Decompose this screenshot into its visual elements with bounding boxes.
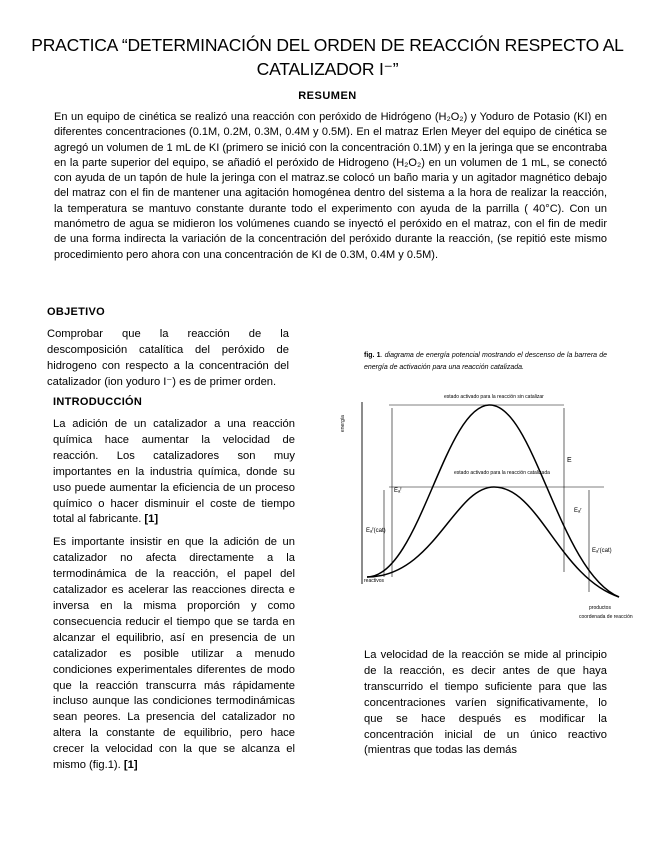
energy-diagram [334, 392, 633, 624]
intro-p1-text: La adición de un catalizador a una reacción química hace aumentar la velocidad de reacción. Los catalizadores son muy importantes en la industria química, donde su uso puede aumentar la eficiencia de un proceso químico o hacer disminuir el coste de tiempo total al fabricante. [53, 418, 295, 526]
uncatalyzed-curve [367, 405, 619, 597]
figure-label: fig. 1 [364, 352, 381, 359]
figure-caption [364, 350, 607, 374]
objetivo-paragraph: Comprobar que la reacción de la descomposición catalítica del peróxido de hidrogeno con respecto a la concentración del catalizador (ion yoduro I⁻) es de primer orden. [47, 328, 289, 388]
uncat-label-a: estado activado para la reacción sin catalizar [444, 394, 544, 400]
title-line-2: CATALIZADOR I⁻” [256, 59, 399, 79]
figure-caption-text: . diagrama de energía potencial mostrando el descenso de la barrera de energía de activación para una reacción catalizada. [364, 352, 607, 371]
citation-2: [1] [123, 759, 138, 772]
y-axis-label: energía [340, 415, 346, 432]
ea-label: Eₐᶠ [394, 488, 402, 494]
objetivo-text [47, 327, 289, 398]
er-cat-label: Eₐʳ(cat) [592, 548, 612, 554]
productos-label: productos [589, 605, 611, 611]
page-title [30, 33, 625, 81]
resumen-text: En un equipo de cinética se realizó una reacción con peróxido de Hidrógeno (H₂O₂) y Yoduro de Potasio (KI) en diferentes concentraciones (0.1M, 0.2M, 0.3M, 0.4M y 0.5M). En el matraz Erlen Meyer del equipo de cinética se agregó un volumen de 1 mL de KI (primero se inició con la concentración 0.1M) y en la jeringa que se encontraba en la parte superior del equipo, se añadió el peróxido de Hidrogeno (H₂O₂) en un volumen de 1 mL, se conectó con ayuda de un tapón de hule la jeringa con el matraz.se colocó un baño maria y un agitador magnético debajo del matraz con el fin de mantener una agitación homogénea dentro del sistema a la hora de realizar la reacción, la temperatura se mantuvo constante durante todo el experimento con ayuda de la parrilla ( 40°C). Con un manómetro de agua se midieron los volúmenes cuando se inyectó el peróxido en el matraz, con el fin de medir de una forma indirecta la variación de la concentración del peróxido durante la reacción, (se repitió este mismo procedimiento pero ahora con una concentración de KI de 0.3M, 0.4M y 0.5M). [54, 111, 607, 261]
right-column-text: La velocidad de la reacción se mide al principio de la reacción, es decir antes de que haya transcurrido el tiempo suficiente para que las concentraciones varíen significativamente, lo que se hace después es modificar la concentración inicial de un único reactivo (mientras que todas las demás [364, 649, 607, 757]
intro-p2-text: Es importante insistir en que la adición de un catalizador no afecta directamente a la termodinámica de la reacción, el papel del catalizador es acelerar las reacciones directa e inversa en la misma proporción y como consecuencia reducir el tiempo que se tarda en alcanzar el equilibrio, así en presencia de un catalizador es posible utilizar a menudo condiciones experimentales diferentes de modo que la reacción transcurra más rápidamente incluso aunque las condiciones termodinámicas sean peores. La presencia del catalizador no altera la constante de equilibrio, pero hace crecer la velocidad con la que se alcanza el mismo (fig.1). [53, 536, 295, 772]
cat-label: estado activado para la reacción catalizada [454, 470, 550, 476]
er-label: Eₐʳ [574, 508, 582, 514]
introduccion-heading: INTRODUCCIÓN [53, 396, 143, 408]
title-line-1: PRACTICA “DETERMINACIÓN DEL ORDEN DE REACCIÓN RESPECTO AL [31, 35, 624, 55]
coordenada-label: coordenada de reacción [579, 614, 633, 620]
catalyzed-curve [367, 487, 619, 597]
citation-1: [1] [144, 513, 159, 526]
objetivo-heading: OBJETIVO [47, 306, 106, 318]
resumen-heading: RESUMEN [298, 90, 357, 102]
ea-cat-label: Eₐᶠ(cat) [366, 528, 386, 534]
intro-paragraph-1 [53, 417, 295, 528]
introduccion-text [53, 417, 295, 781]
reactivos-label: reactivos [364, 578, 385, 584]
e-label: E [567, 457, 572, 464]
intro-paragraph-2 [53, 535, 295, 774]
